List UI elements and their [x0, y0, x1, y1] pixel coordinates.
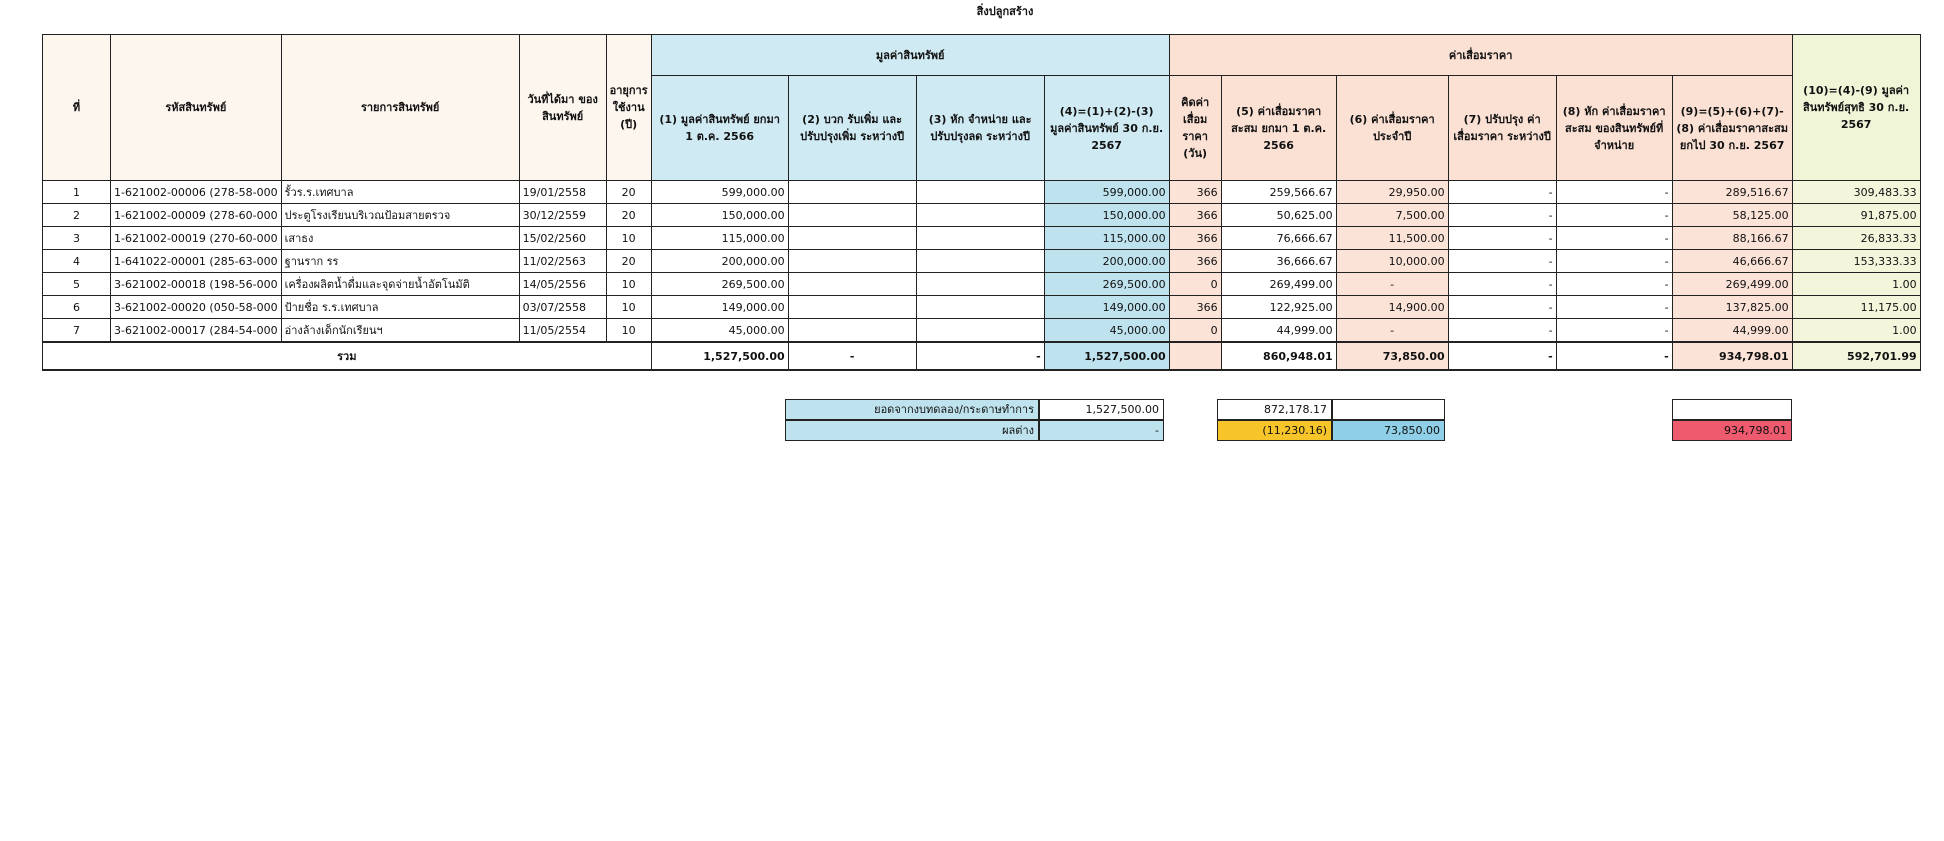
ledger-c9-empty	[1672, 399, 1792, 420]
header-group-asset-value: มูลค่าสินทรัพย์	[651, 35, 1169, 76]
cell-c10: 153,333.33	[1792, 250, 1920, 273]
cell-c5: 44,999.00	[1221, 319, 1336, 343]
cell-c1: 45,000.00	[651, 319, 788, 343]
cell-c4: 269,500.00	[1044, 273, 1169, 296]
cell-c8: -	[1556, 227, 1672, 250]
cell-life: 20	[606, 204, 651, 227]
cell-date: 11/05/2554	[519, 319, 606, 343]
cell-c9: 58,125.00	[1672, 204, 1792, 227]
cell-c5: 36,666.67	[1221, 250, 1336, 273]
cell-item: เครื่องผลิตน้ำดื่มและจุดจ่ายน้ำอัตโนมัติ	[281, 273, 519, 296]
cell-c3	[916, 319, 1044, 343]
cell-code: 1-621002-00006 (278-58-000	[111, 181, 282, 204]
header-c4: (4)=(1)+(2)-(3) มูลค่าสินทรัพย์ 30 ก.ย. 2567	[1044, 76, 1169, 181]
header-c2: (2) บวก รับเพิ่ม และปรับปรุงเพิ่ม ระหว่างปี	[788, 76, 916, 181]
cell-c10: 91,875.00	[1792, 204, 1920, 227]
ledger-c5: 872,178.17	[1217, 399, 1332, 420]
cell-item: รั้วร.ร.เทศบาล	[281, 181, 519, 204]
cell-c6: 11,500.00	[1336, 227, 1448, 250]
header-useful-life: อายุการ ใช้งาน (ปี)	[606, 35, 651, 181]
header-c5: (5) ค่าเสื่อมราคาสะสม ยกมา 1 ต.ค. 2566	[1221, 76, 1336, 181]
cell-c6: 14,900.00	[1336, 296, 1448, 319]
cell-c9: 44,999.00	[1672, 319, 1792, 343]
total-c1: 1,527,500.00	[651, 342, 788, 370]
cell-life: 10	[606, 273, 651, 296]
cell-c8: -	[1556, 181, 1672, 204]
cell-c3	[916, 227, 1044, 250]
cell-life: 10	[606, 227, 651, 250]
cell-c8: -	[1556, 273, 1672, 296]
ledger-c4: 1,527,500.00	[1039, 399, 1164, 420]
total-c10: 592,701.99	[1792, 342, 1920, 370]
cell-c2	[788, 296, 916, 319]
total-c9: 934,798.01	[1672, 342, 1792, 370]
cell-c6: 10,000.00	[1336, 250, 1448, 273]
header-acquisition-date: วันที่ได้มา ของสินทรัพย์	[519, 35, 606, 181]
cell-c3	[916, 273, 1044, 296]
cell-c9: 289,516.67	[1672, 181, 1792, 204]
cell-life: 10	[606, 296, 651, 319]
table-row	[43, 227, 1921, 250]
cell-c5: 259,566.67	[1221, 181, 1336, 204]
diff-c4: -	[1039, 420, 1164, 441]
cell-no: 7	[43, 319, 111, 343]
header-c1: (1) มูลค่าสินทรัพย์ ยกมา 1 ต.ค. 2566	[651, 76, 788, 181]
header-c9: (9)=(5)+(6)+(7)-(8) ค่าเสื่อมราคาสะสม ยกไป 30 ก.ย. 2567	[1672, 76, 1792, 181]
total-row	[43, 342, 1921, 370]
cell-date: 30/12/2559	[519, 204, 606, 227]
cell-c2	[788, 319, 916, 343]
cell-life: 20	[606, 181, 651, 204]
cell-c9: 137,825.00	[1672, 296, 1792, 319]
cell-no: 1	[43, 181, 111, 204]
header-code: รหัสสินทรัพย์	[111, 35, 282, 181]
cell-days: 366	[1169, 227, 1221, 250]
header-c3: (3) หัก จำหน่าย และปรับปรุงลด ระหว่างปี	[916, 76, 1044, 181]
cell-c7: -	[1448, 319, 1556, 343]
cell-c8: -	[1556, 319, 1672, 343]
header-item: รายการสินทรัพย์	[281, 35, 519, 181]
cell-c3	[916, 250, 1044, 273]
cell-c2	[788, 227, 916, 250]
total-c5: 860,948.01	[1221, 342, 1336, 370]
header-days: คิดค่า เสื่อม ราคา (วัน)	[1169, 76, 1221, 181]
cell-life: 20	[606, 250, 651, 273]
diff-c5: (11,230.16)	[1217, 420, 1332, 441]
cell-c2	[788, 273, 916, 296]
header-c7: (7) ปรับปรุง ค่าเสื่อมราคา ระหว่างปี	[1448, 76, 1556, 181]
header-net-value: (10)=(4)-(9) มูลค่าสินทรัพย์สุทธิ 30 ก.ย. 2567	[1792, 35, 1920, 181]
cell-c5: 76,666.67	[1221, 227, 1336, 250]
cell-c10: 1.00	[1792, 273, 1920, 296]
cell-c8: -	[1556, 204, 1672, 227]
table-row	[43, 250, 1921, 273]
cell-item: เสาธง	[281, 227, 519, 250]
header-c8: (8) หัก ค่าเสื่อมราคาสะสม ของสินทรัพย์ที่จำหน่าย	[1556, 76, 1672, 181]
cell-c2	[788, 181, 916, 204]
cell-days: 366	[1169, 204, 1221, 227]
cell-c1: 149,000.00	[651, 296, 788, 319]
cell-c3	[916, 296, 1044, 319]
cell-c4: 45,000.00	[1044, 319, 1169, 343]
cell-c6: 29,950.00	[1336, 181, 1448, 204]
cell-c7: -	[1448, 204, 1556, 227]
header-c6: (6) ค่าเสื่อมราคา ประจำปี	[1336, 76, 1448, 181]
cell-c10: 26,833.33	[1792, 227, 1920, 250]
total-c8: -	[1556, 342, 1672, 370]
total-label: รวม	[43, 342, 652, 370]
cell-c5: 269,499.00	[1221, 273, 1336, 296]
cell-item: อ่างล้างเด็กนักเรียนฯ	[281, 319, 519, 343]
cell-c1: 599,000.00	[651, 181, 788, 204]
cell-c9: 88,166.67	[1672, 227, 1792, 250]
cell-c7: -	[1448, 250, 1556, 273]
ledger-label: ยอดจากงบทดลอง/กระดาษทำการ	[785, 399, 1039, 420]
cell-days: 366	[1169, 250, 1221, 273]
cell-date: 03/07/2558	[519, 296, 606, 319]
cell-c9: 46,666.67	[1672, 250, 1792, 273]
cell-c4: 149,000.00	[1044, 296, 1169, 319]
cell-c4: 599,000.00	[1044, 181, 1169, 204]
cell-c4: 150,000.00	[1044, 204, 1169, 227]
cell-c1: 269,500.00	[651, 273, 788, 296]
cell-c6: -	[1336, 319, 1448, 343]
cell-c8: -	[1556, 250, 1672, 273]
cell-c9: 269,499.00	[1672, 273, 1792, 296]
total-c4: 1,527,500.00	[1044, 342, 1169, 370]
cell-days: 366	[1169, 296, 1221, 319]
cell-no: 4	[43, 250, 111, 273]
cell-c7: -	[1448, 227, 1556, 250]
table-row	[43, 204, 1921, 227]
total-days	[1169, 342, 1221, 370]
cell-c4: 200,000.00	[1044, 250, 1169, 273]
cell-c3	[916, 181, 1044, 204]
cell-c1: 200,000.00	[651, 250, 788, 273]
cell-c2	[788, 204, 916, 227]
table-row	[43, 319, 1921, 343]
cell-code: 1-621002-00019 (270-60-000	[111, 227, 282, 250]
cell-date: 15/02/2560	[519, 227, 606, 250]
cell-item: ป้ายชื่อ ร.ร.เทศบาล	[281, 296, 519, 319]
cell-c5: 50,625.00	[1221, 204, 1336, 227]
table-row	[43, 181, 1921, 204]
cell-days: 0	[1169, 319, 1221, 343]
cell-c2	[788, 250, 916, 273]
cell-date: 11/02/2563	[519, 250, 606, 273]
cell-code: 3-621002-00020 (050-58-000	[111, 296, 282, 319]
total-c6: 73,850.00	[1336, 342, 1448, 370]
diff-c9: 934,798.01	[1672, 420, 1792, 441]
diff-c6: 73,850.00	[1332, 420, 1445, 441]
cell-days: 366	[1169, 181, 1221, 204]
cell-code: 3-621002-00018 (198-56-000	[111, 273, 282, 296]
header-group-depreciation: ค่าเสื่อมราคา	[1169, 35, 1792, 76]
cell-no: 2	[43, 204, 111, 227]
cell-c4: 115,000.00	[1044, 227, 1169, 250]
cell-c7: -	[1448, 296, 1556, 319]
cell-date: 19/01/2558	[519, 181, 606, 204]
cell-item: ประตูโรงเรียนบริเวณป้อมสายตรวจ	[281, 204, 519, 227]
asset-depreciation-table	[42, 34, 1921, 371]
cell-c10: 309,483.33	[1792, 181, 1920, 204]
cell-no: 5	[43, 273, 111, 296]
diff-label: ผลต่าง	[785, 420, 1039, 441]
cell-c1: 115,000.00	[651, 227, 788, 250]
cell-no: 3	[43, 227, 111, 250]
cell-code: 3-621002-00017 (284-54-000	[111, 319, 282, 343]
cell-c3	[916, 204, 1044, 227]
cell-c5: 122,925.00	[1221, 296, 1336, 319]
cell-c1: 150,000.00	[651, 204, 788, 227]
cell-c7: -	[1448, 181, 1556, 204]
cell-item: ฐานราก รร	[281, 250, 519, 273]
cell-c7: -	[1448, 273, 1556, 296]
ledger-c6-empty	[1332, 399, 1445, 420]
cell-c6: 7,500.00	[1336, 204, 1448, 227]
cell-c6: -	[1336, 273, 1448, 296]
cell-days: 0	[1169, 273, 1221, 296]
total-c2: -	[788, 342, 916, 370]
cell-date: 14/05/2556	[519, 273, 606, 296]
cell-c10: 11,175.00	[1792, 296, 1920, 319]
cell-code: 1-621002-00009 (278-60-000	[111, 204, 282, 227]
table-row	[43, 273, 1921, 296]
cell-no: 6	[43, 296, 111, 319]
cell-c8: -	[1556, 296, 1672, 319]
sheet-title: สิ่งปลูกสร้าง	[976, 5, 1034, 18]
total-c3: -	[916, 342, 1044, 370]
total-c7: -	[1448, 342, 1556, 370]
cell-code: 1-641022-00001 (285-63-000	[111, 250, 282, 273]
table-row	[43, 296, 1921, 319]
header-no: ที่	[43, 35, 111, 181]
cell-c10: 1.00	[1792, 319, 1920, 343]
cell-life: 10	[606, 319, 651, 343]
